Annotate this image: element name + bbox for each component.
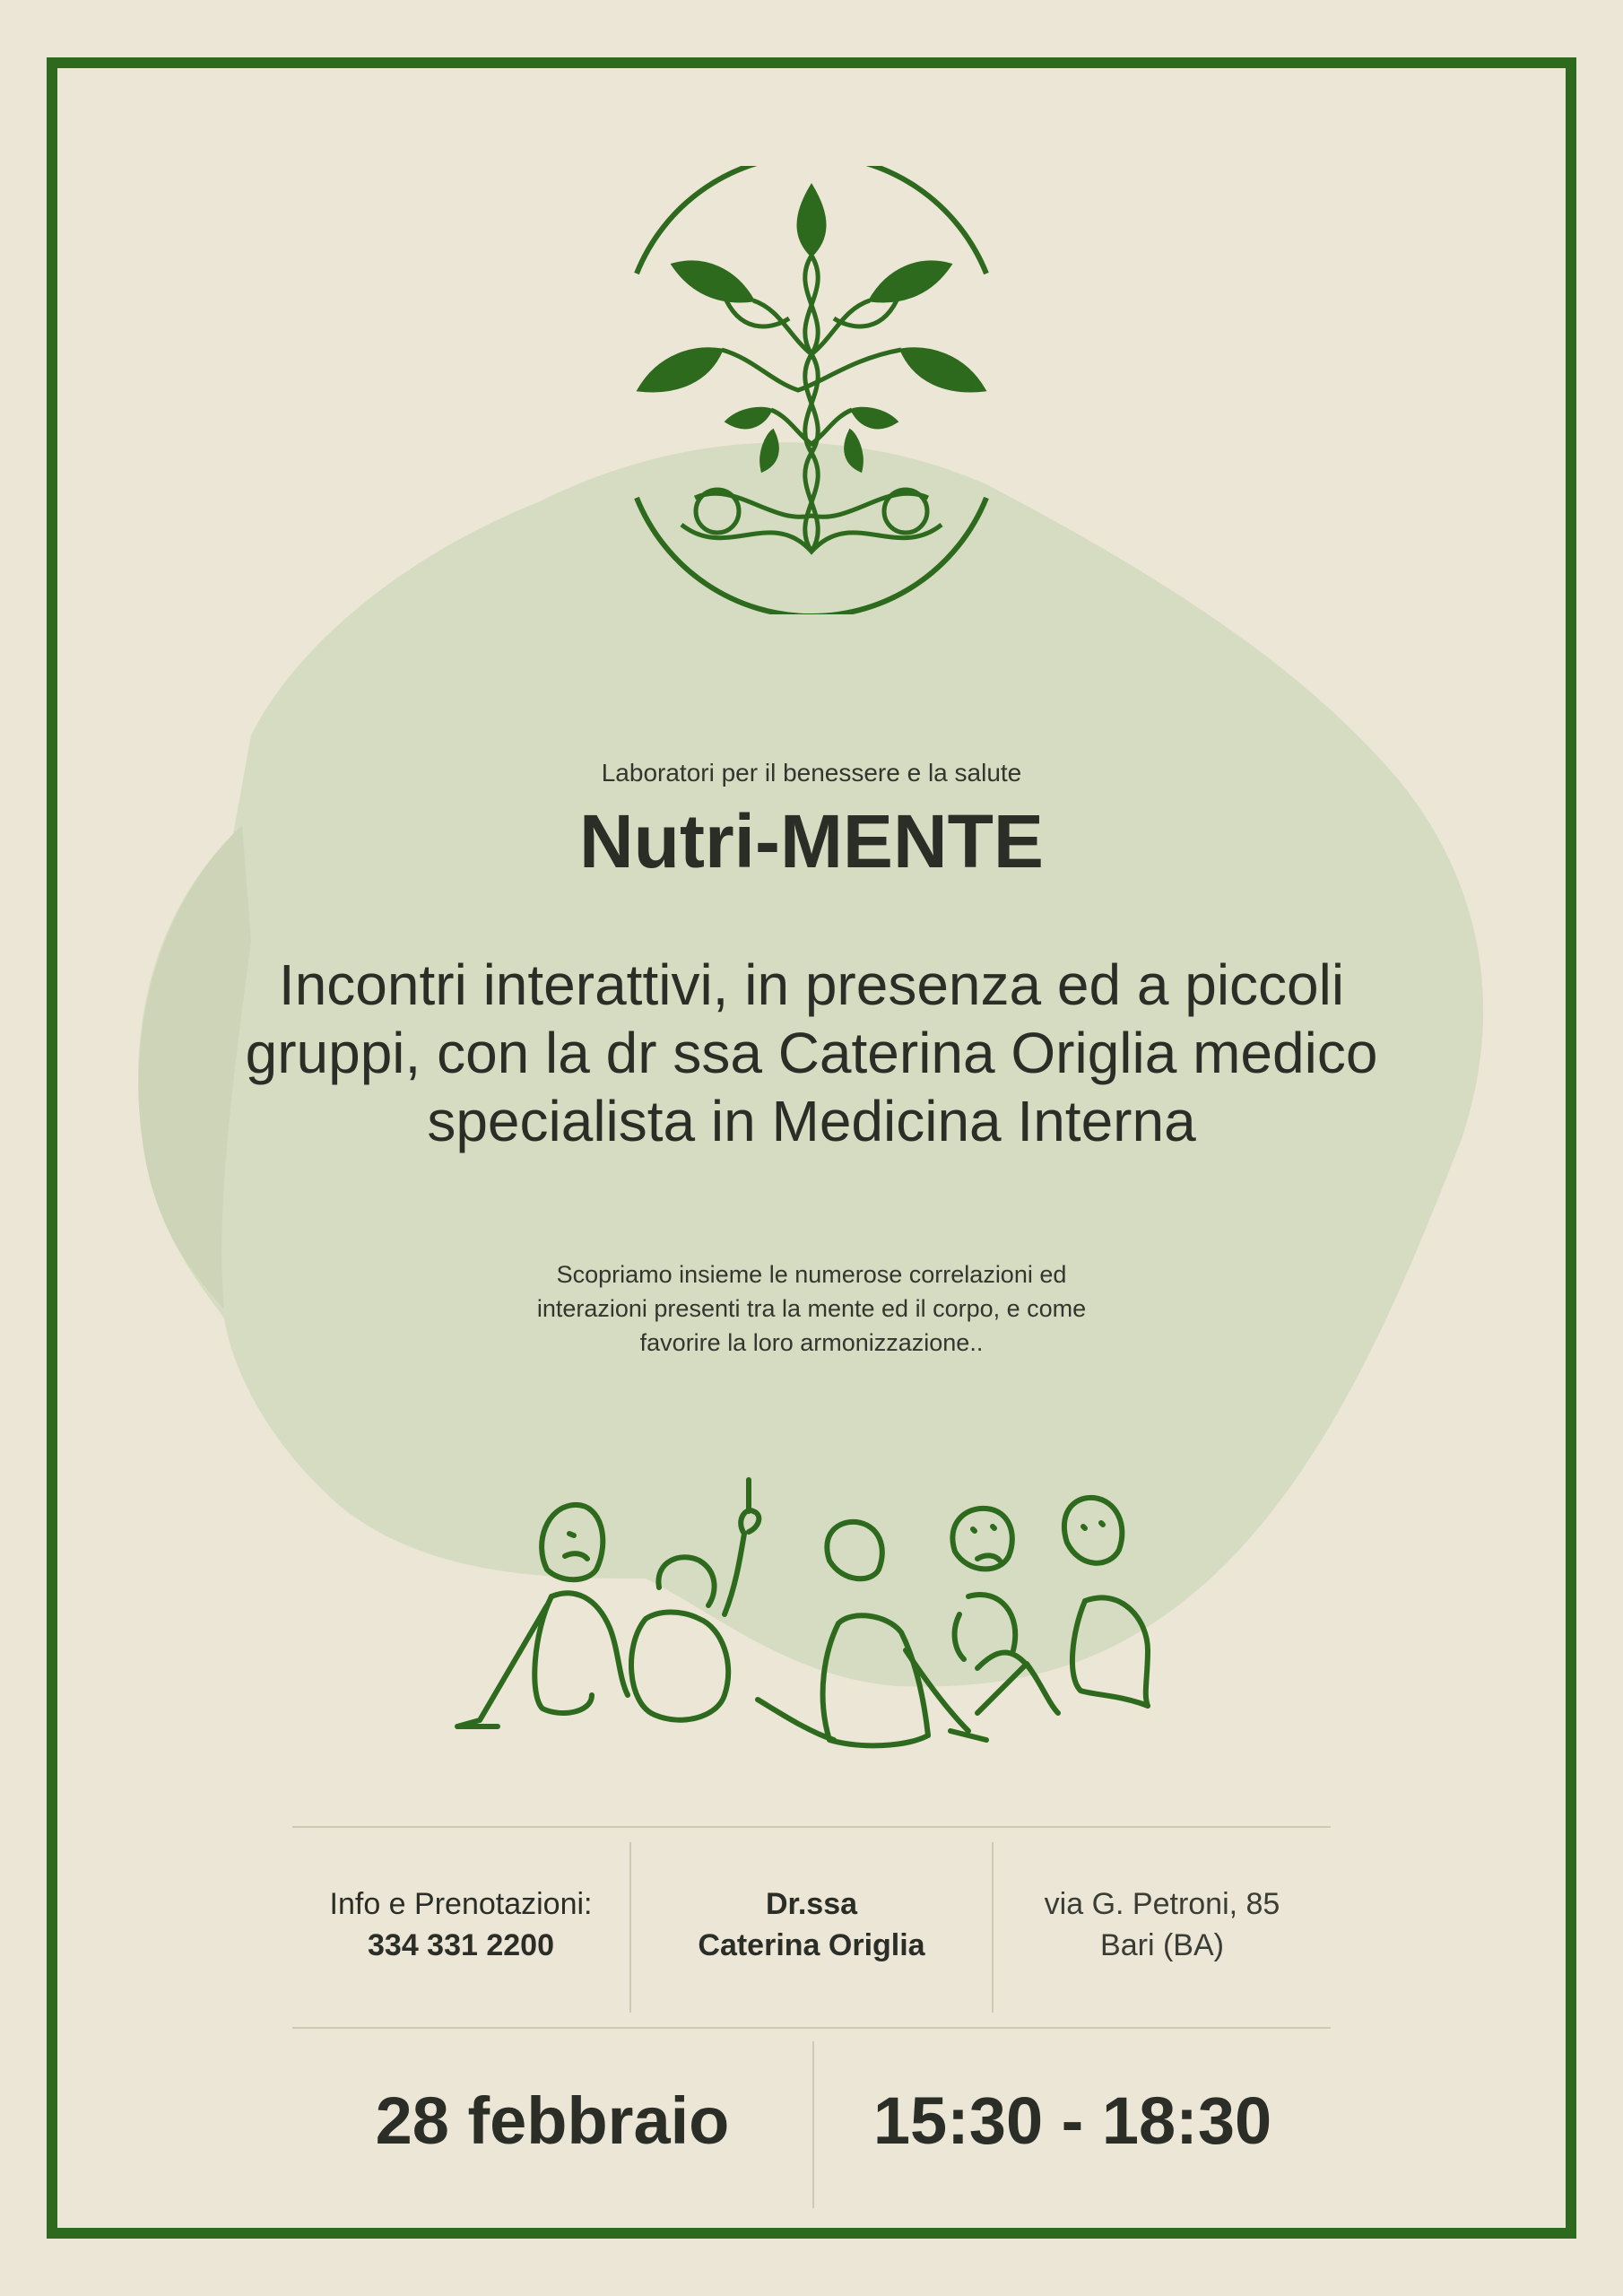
lead-line: gruppi, con la dr ssa Caterina Origlia medico xyxy=(245,1021,1378,1085)
description-line: interazioni presenti tra la mente ed il corpo, e come xyxy=(536,1295,1087,1322)
address-line: via G. Petroni, 85 xyxy=(1044,1887,1280,1921)
lead-line: specialista in Medicina Interna xyxy=(427,1089,1196,1153)
contact-info xyxy=(292,1883,629,1966)
lead-line: Incontri interattivi, in presenza ed a piccoli xyxy=(278,952,1345,1017)
divider-middle xyxy=(292,2027,1331,2029)
group-of-people-sketch-icon xyxy=(439,1471,1193,1758)
contact-label: Info e Prenotazioni: xyxy=(329,1887,593,1921)
doctor-title: Dr.ssa xyxy=(765,1887,858,1921)
doctor-info xyxy=(631,1883,992,1966)
description-text xyxy=(484,1257,1139,1360)
subtitle: Laboratori per il benessere e la salute xyxy=(601,759,1022,787)
description-line: Scopriamo insieme le numerose correlazioni ed xyxy=(556,1261,1067,1288)
description-line: favorire la loro armonizzazione.. xyxy=(639,1329,984,1356)
page-title: Nutri-MENTE xyxy=(579,799,1044,883)
divider-top xyxy=(292,1826,1331,1828)
address-line: Bari (BA) xyxy=(1100,1928,1224,1962)
event-date: 28 febbraio xyxy=(375,2083,730,2158)
celtic-tree-of-life-logo xyxy=(619,166,1004,614)
doctor-name: Caterina Origlia xyxy=(698,1928,925,1962)
lead-text xyxy=(161,951,1462,1155)
contact-phone: 334 331 2200 xyxy=(368,1928,554,1962)
event-time: 15:30 - 18:30 xyxy=(872,2083,1272,2158)
address-info xyxy=(994,1883,1331,1966)
